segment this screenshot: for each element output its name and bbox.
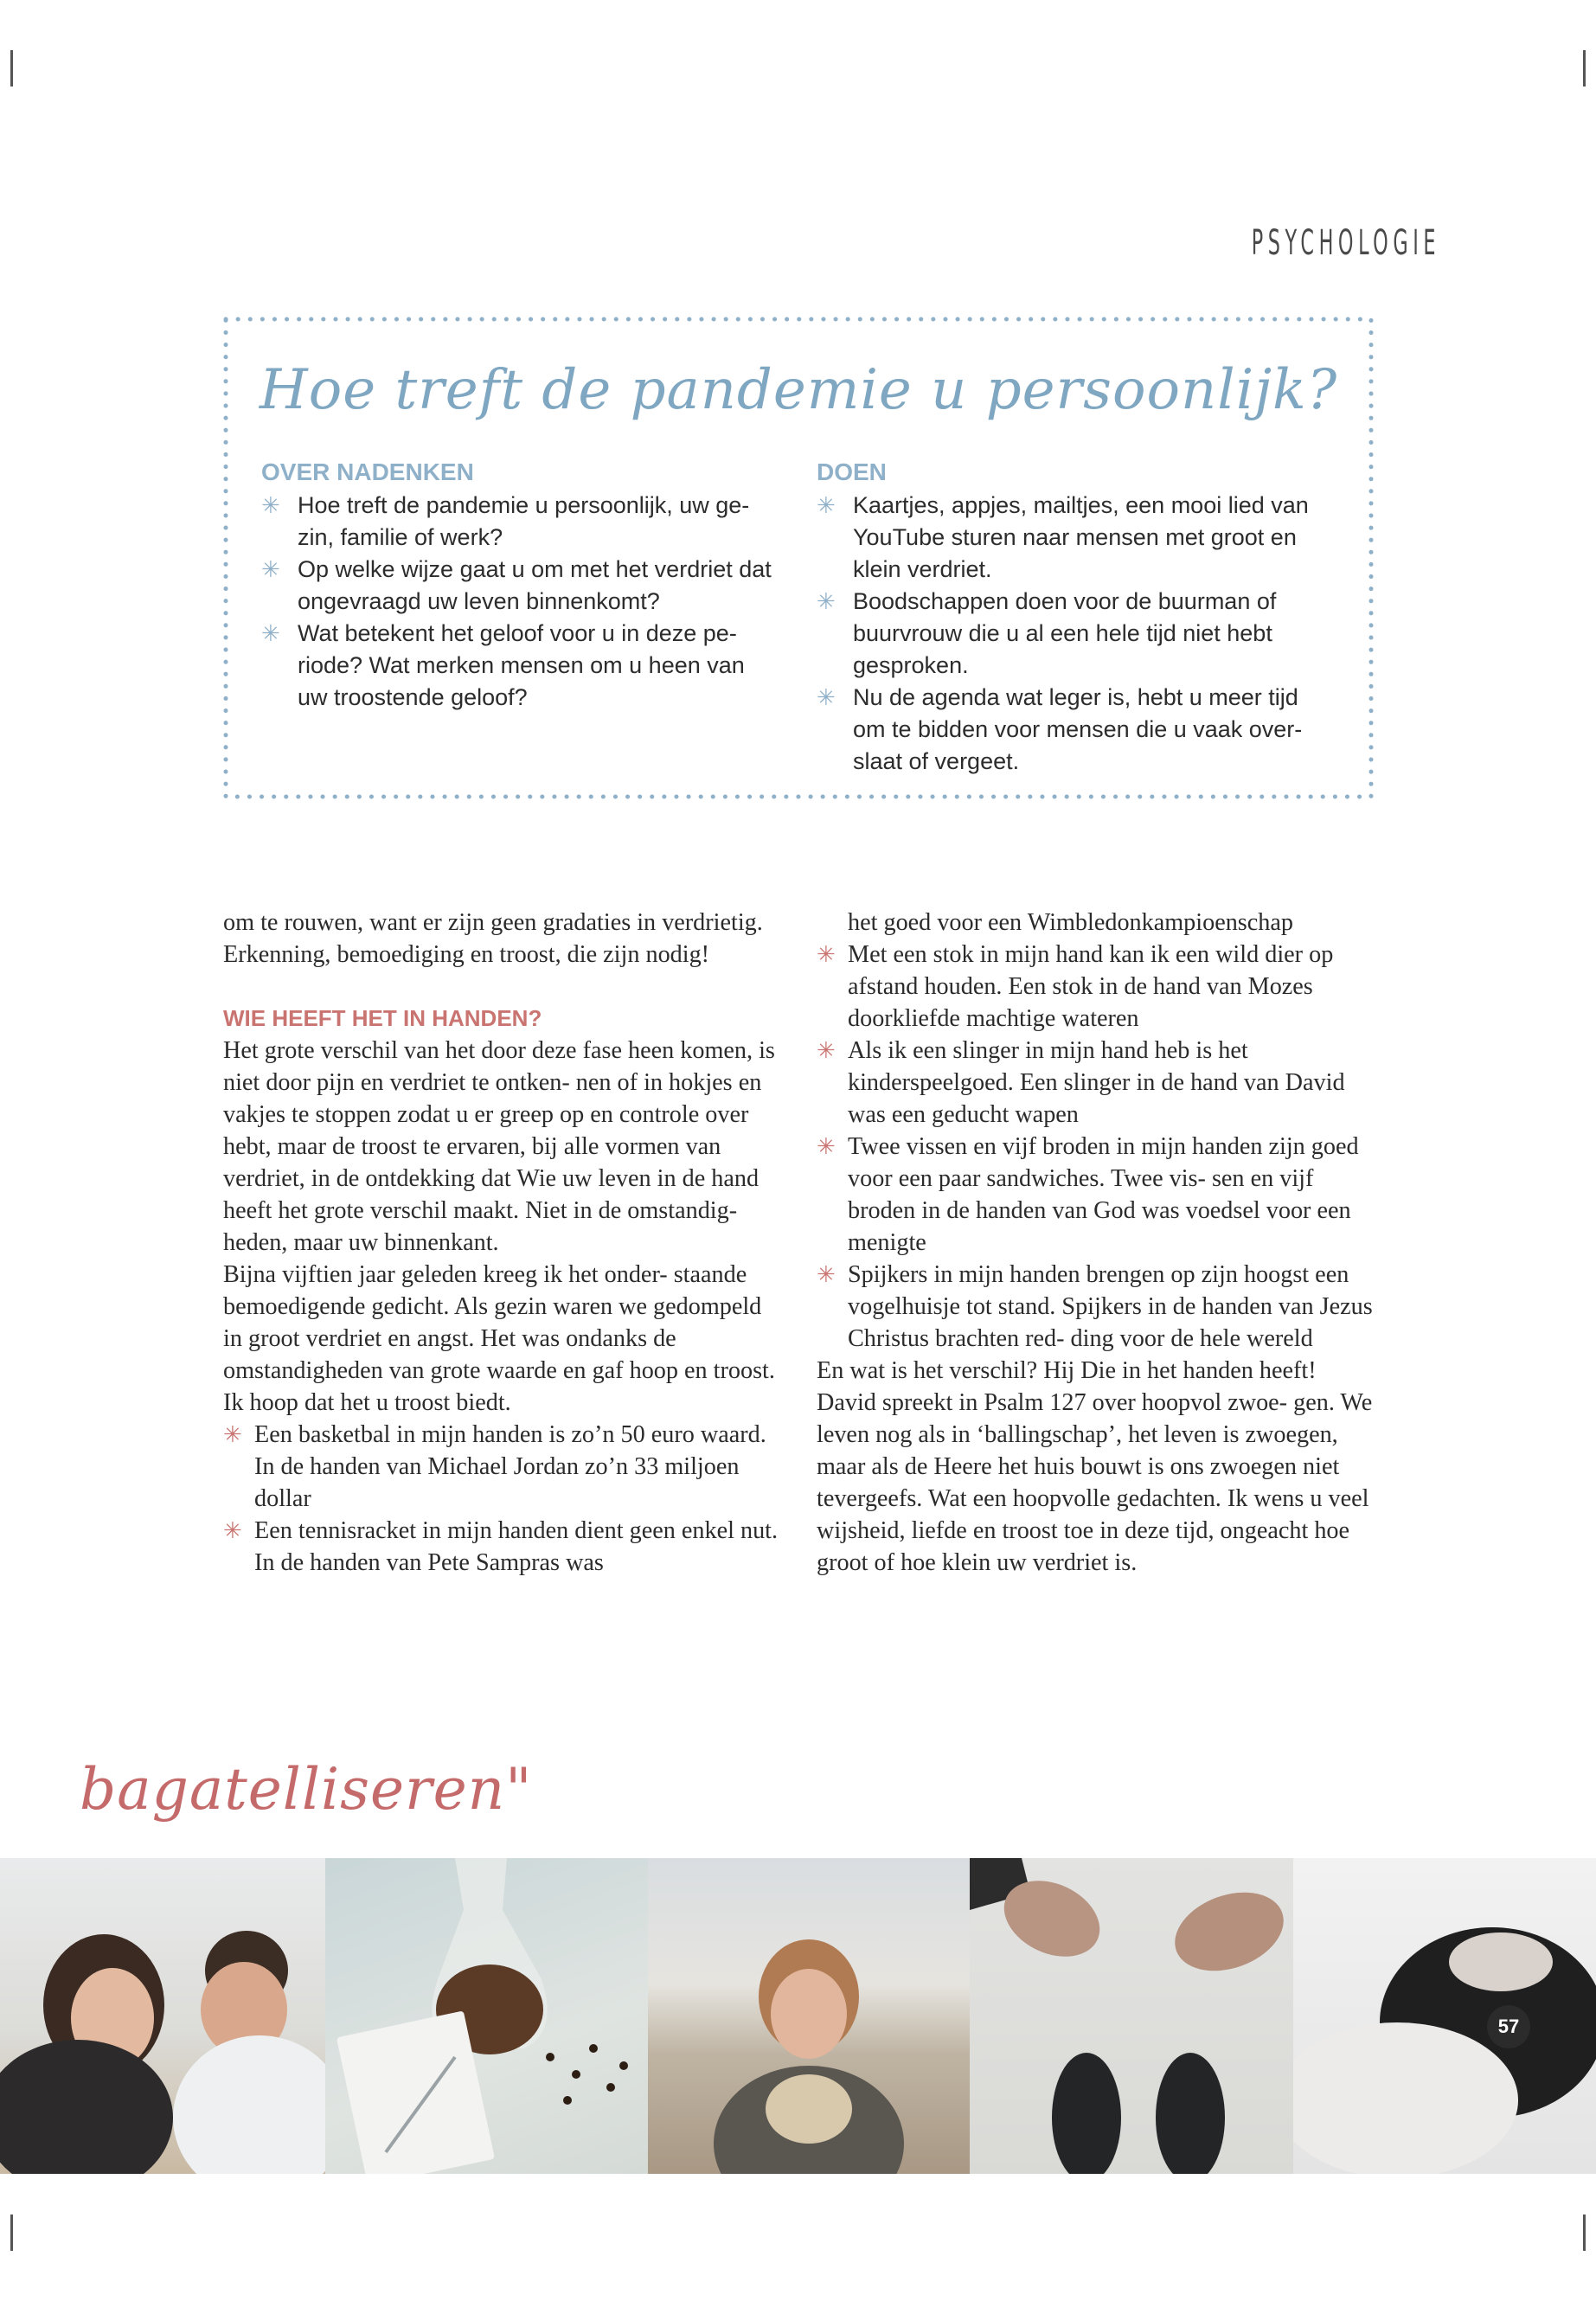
coffee-image <box>325 1858 648 2174</box>
asterisk-icon: ✳ <box>817 684 836 710</box>
list-item: ✳ Spijkers in mijn handen brengen op zijn hoogst een vogelhuisje tot stand. Spijkers in de handen van Jezus Christus brachten red- ding voor de hele wereld <box>817 1259 1377 1355</box>
page-number: 57 <box>1487 2005 1530 2048</box>
photo-woman-field <box>648 1858 970 2174</box>
asterisk-icon: ✳ <box>261 556 280 582</box>
crop-mark-top-right <box>1583 50 1586 87</box>
right-list <box>817 490 1327 778</box>
asterisk-icon: ✳ <box>817 588 836 614</box>
list-item: ✳ Nu de agenda wat leger is, hebt u meer tijd om te bidden voor mensen die u vaak over- slaat of vergeet. <box>817 682 1327 778</box>
list-item: ✳ Hoe treft de pandemie u persoonlijk, uw ge- zin, familie of werk? <box>261 490 772 554</box>
right-heading: DOEN <box>817 458 887 485</box>
article-column-left <box>223 907 784 1579</box>
list-item: ✳ Kaartjes, appjes, mailtjes, een mooi lied van YouTube sturen naar mensen met groot en klein verdriet. <box>817 490 1327 586</box>
head-in-hands-image <box>1293 1858 1596 2174</box>
photo-head-in-hands <box>1293 1858 1596 2174</box>
list-item-continuation: het goed voor een Wimbledonkampioenschap <box>848 909 1293 936</box>
left-heading: OVER NADENKEN <box>261 458 474 485</box>
list-item: ✳ Op welke wijze gaat u om met het verdriet dat ongevraagd uw leven binnenkomt? <box>261 554 772 618</box>
list-item: ✳ Twee vissen en vijf broden in mijn handen zijn goed voor een paar sandwiches. Twee vis- sen en vijf broden in de handen van God was voedsel voor een menigte <box>817 1131 1377 1259</box>
poem-list <box>223 1419 784 1579</box>
asterisk-icon: ✳ <box>817 1262 836 1287</box>
asterisk-icon: ✳ <box>261 620 280 646</box>
list-item: ✳ Als ik een slinger in mijn hand heb is het kinderspeelgoed. Een slinger in de hand van David was een geducht wapen <box>817 1035 1377 1131</box>
asterisk-icon: ✳ <box>817 1134 836 1159</box>
subheading: WIE HEEFT HET IN HANDEN? <box>223 1005 542 1031</box>
asterisk-icon: ✳ <box>817 1038 836 1063</box>
woman-field-image <box>648 1858 970 2174</box>
list-item: ✳ Met een stok in mijn hand kan ik een wild dier op afstand houden. Een stok in de hand van Mozes doorkliefde machtige wateren <box>817 939 1377 1035</box>
article-column-right <box>817 907 1377 1579</box>
crop-mark-top-left <box>10 50 13 87</box>
script-word: bagatelliseren" <box>80 1756 533 1823</box>
laughing-couple-image <box>0 1858 325 2174</box>
box-title: Hoe treft de pandemie u persoonlijk? <box>259 358 1338 422</box>
paragraph: Het grote verschil van het door deze fase heen komen, is niet door pijn en verdriet te ontken- nen of in hokjes en vakjes te stoppen zodat u er greep op en controle over hebt, maar de troost te ervaren, bij alle vormen van verdriet, in de ontdekking dat Wie uw leven in de hand heeft het grote verschil maakt. Niet in de omstandig- heden, maar uw binnenkant. <box>223 1037 775 1256</box>
paragraph: Bijna vijftien jaar geleden kreeg ik het onder- staande bemoedigende gedicht. Als gezin waren we gedompeld in groot verdriet en angst. Het was ondanks de omstandigheden van grote waarde en gaf hoop en troost. Ik hoop dat het u troost biedt. <box>223 1261 775 1416</box>
asterisk-icon: ✳ <box>223 1422 242 1447</box>
asterisk-icon: ✳ <box>817 942 836 967</box>
list-item: ✳ Een basketbal in mijn handen is zo’n 50 euro waard. In de handen van Michael Jordan zo’n 33 miljoen dollar <box>223 1419 784 1515</box>
crop-mark-bottom-left <box>10 2214 13 2251</box>
list-item: ✳ Wat betekent het geloof voor u in deze pe- riode? Wat merken mensen om u heen van uw troostende geloof? <box>261 618 772 714</box>
paragraph: David spreekt in Psalm 127 over hoopvol zwoe- gen. We leven nog als in ‘ballingschap’, het leven is zwoegen, maar als de Heere het huis bouwt is ons zwoegen niet tevergeefs. Wat een hoopvolle gedachten. Ik wens u veel wijsheid, liefde en troost toe in deze tijd, ongeacht hoe groot of hoe klein uw verdriet is. <box>817 1389 1373 1576</box>
intro-paragraph: om te rouwen, want er zijn geen gradaties in verdrietig. Erkenning, bemoediging en troost, die zijn nodig! <box>223 909 763 968</box>
asterisk-icon: ✳ <box>261 492 280 518</box>
asterisk-icon: ✳ <box>817 492 836 518</box>
crop-mark-bottom-right <box>1583 2214 1586 2251</box>
paragraph: En wat is het verschil? Hij Die in het handen heeft! <box>817 1357 1317 1384</box>
photo-shoes <box>970 1858 1293 2174</box>
list-item: ✳ Boodschappen doen voor de buurman of buurvrouw die u al een hele tijd niet hebt gesproken. <box>817 586 1327 682</box>
list-item: ✳ Een tennisracket in mijn handen dient geen enkel nut. In de handen van Pete Sampras was <box>223 1515 784 1579</box>
section-label: PSYCHOLOGIE <box>1251 223 1440 263</box>
reflection-box <box>223 317 1374 799</box>
photo-coffee <box>325 1858 648 2174</box>
poem-list-continued <box>817 907 1377 1355</box>
photo-strip <box>0 1858 1596 2174</box>
shoes-image <box>970 1858 1293 2174</box>
asterisk-icon: ✳ <box>223 1518 242 1543</box>
photo-laughing-couple <box>0 1858 325 2174</box>
left-list <box>261 490 772 714</box>
